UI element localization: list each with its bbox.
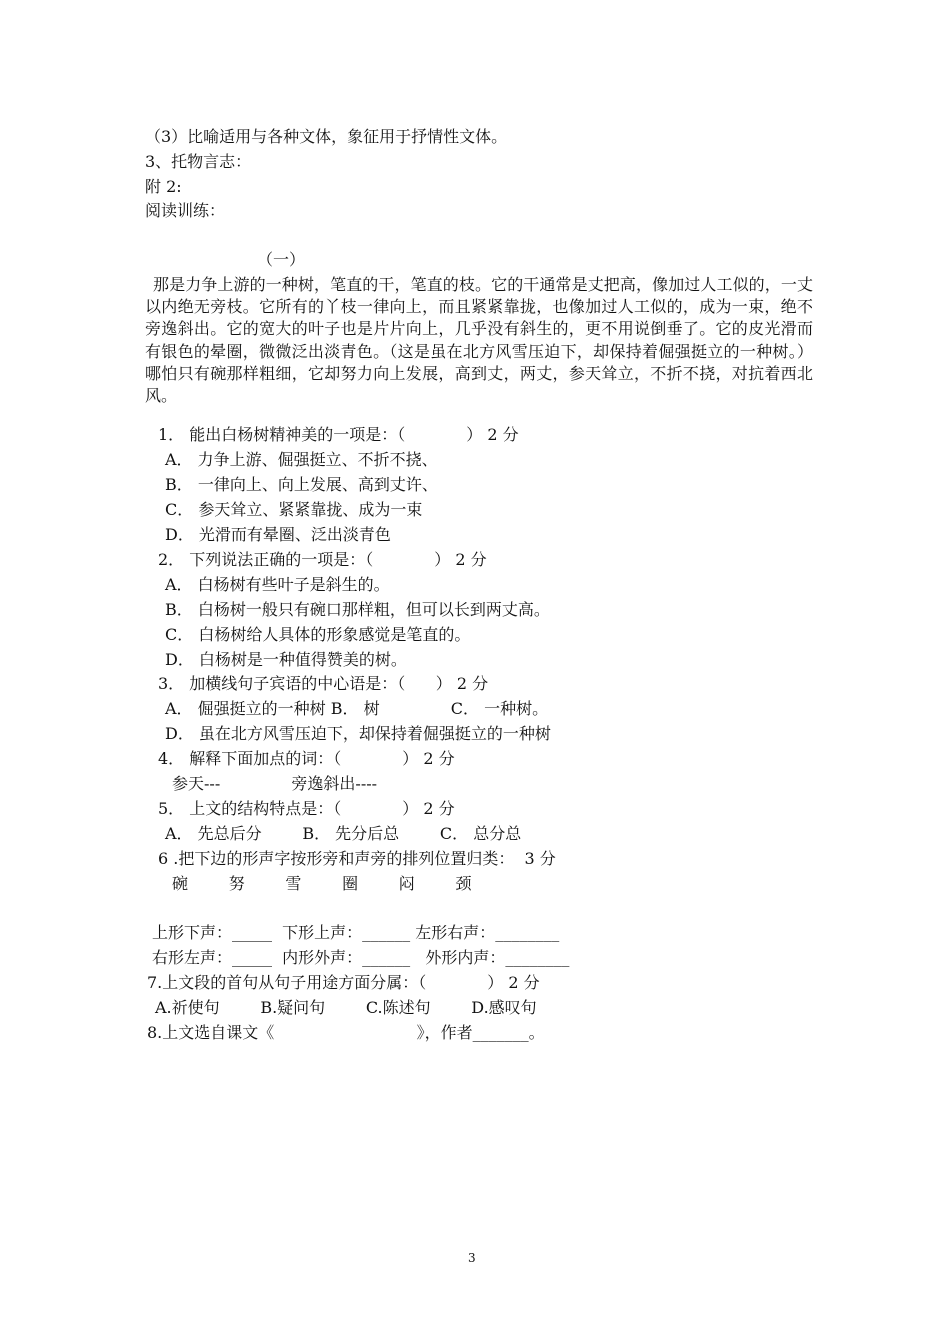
question-6: 6 .把下边的形声字按形旁和声旁的排列位置归类： 3 分 xyxy=(158,849,556,868)
intro-line-2: 3、托物言志： xyxy=(145,152,252,171)
question-5: 5． 上文的结构特点是：（ ） 2 分 xyxy=(158,799,455,818)
page-number: 3 xyxy=(468,1251,476,1265)
question-1-option-b: B． 一律向上、向上发展、高到丈许、 xyxy=(165,475,438,494)
question-2-option-b: B． 白杨树一般只有碗口那样粗，但可以长到两丈高。 xyxy=(165,600,550,619)
question-1-option-a: A． 力争上游、倔强挺立、不折不挠、 xyxy=(165,450,438,469)
question-8: 8.上文选自课文《 》，作者_______。 xyxy=(147,1023,545,1042)
question-1: 1． 能出白杨树精神美的一项是：（ ） 2 分 xyxy=(158,425,519,444)
question-2-option-a: A． 白杨树有些叶子是斜生的。 xyxy=(165,575,390,594)
question-4-words: 参天--- 旁逸斜出---- xyxy=(172,774,378,793)
question-7-options: A.祈使句 B.疑问句 C.陈述句 D.感叹句 xyxy=(155,998,537,1017)
question-3: 3． 加横线句子宾语的中心语是：（ ） 2 分 xyxy=(158,674,489,693)
question-3-option-d: D． 虽在北方风雪压迫下，却保持着倔强挺立的一种树 xyxy=(165,724,551,743)
question-1-option-d: D． 光滑而有晕圈、泛出淡青色 xyxy=(165,525,391,544)
question-7: 7.上文段的首句从句子用途方面分属：（ ） 2 分 xyxy=(147,973,540,992)
intro-line-1: （3）比喻适用与各种文体，象征用于抒情性文体。 xyxy=(145,127,508,146)
question-1-option-c: C． 参天耸立、紧紧靠拢、成为一束 xyxy=(165,500,423,519)
question-6-row-2: 右形左声：_____ 内形外声：______ 外形内声：________ xyxy=(152,948,570,967)
question-5-options: A． 先总后分 B． 先分后总 C． 总分总 xyxy=(165,824,522,843)
question-6-row-1: 上形下声：_____ 下形上声：______ 左形右声：________ xyxy=(152,923,560,942)
question-2-option-c: C． 白杨树给人具体的形象感觉是笔直的。 xyxy=(165,625,471,644)
passage-heading: （一） xyxy=(257,250,306,269)
intro-line-4: 阅读训练： xyxy=(145,201,226,220)
question-2: 2． 下列说法正确的一项是：（ ） 2 分 xyxy=(158,550,487,569)
intro-line-3: 附 2: xyxy=(145,177,182,196)
question-3-options-abc: A． 倔强挺立的一种树 B． 树 C． 一种树。 xyxy=(165,699,549,718)
question-6-characters: 碗 努 雪 圈 闷 颈 xyxy=(172,874,472,893)
question-2-option-d: D． 白杨树是一种值得赞美的树。 xyxy=(165,650,407,669)
passage-text: 那是力争上游的一种树，笔直的干，笔直的枝。它的干通常是丈把高，像加过人工似的，一丈以内绝无旁枝。它所有的丫枝一律向上，而且紧紧靠拢，也像加过人工似的，成为一束，绝不旁逸斜出。它的宽大的叶子也是片片向上，几乎没有斜生的，更不用说倒垂了。它的皮光滑而有银色的晕圈，微微泛出淡青色。（这是虽在北方风雪压迫下，却保持着倔强挺立的一种树。）哪怕只有碗那样粗细，它却努力向上发展，高到丈，两丈，参天耸立，不折不挠，对抗着西北风。 xyxy=(145,275,813,406)
question-4: 4． 解释下面加点的词：（ ） 2 分 xyxy=(158,749,455,768)
